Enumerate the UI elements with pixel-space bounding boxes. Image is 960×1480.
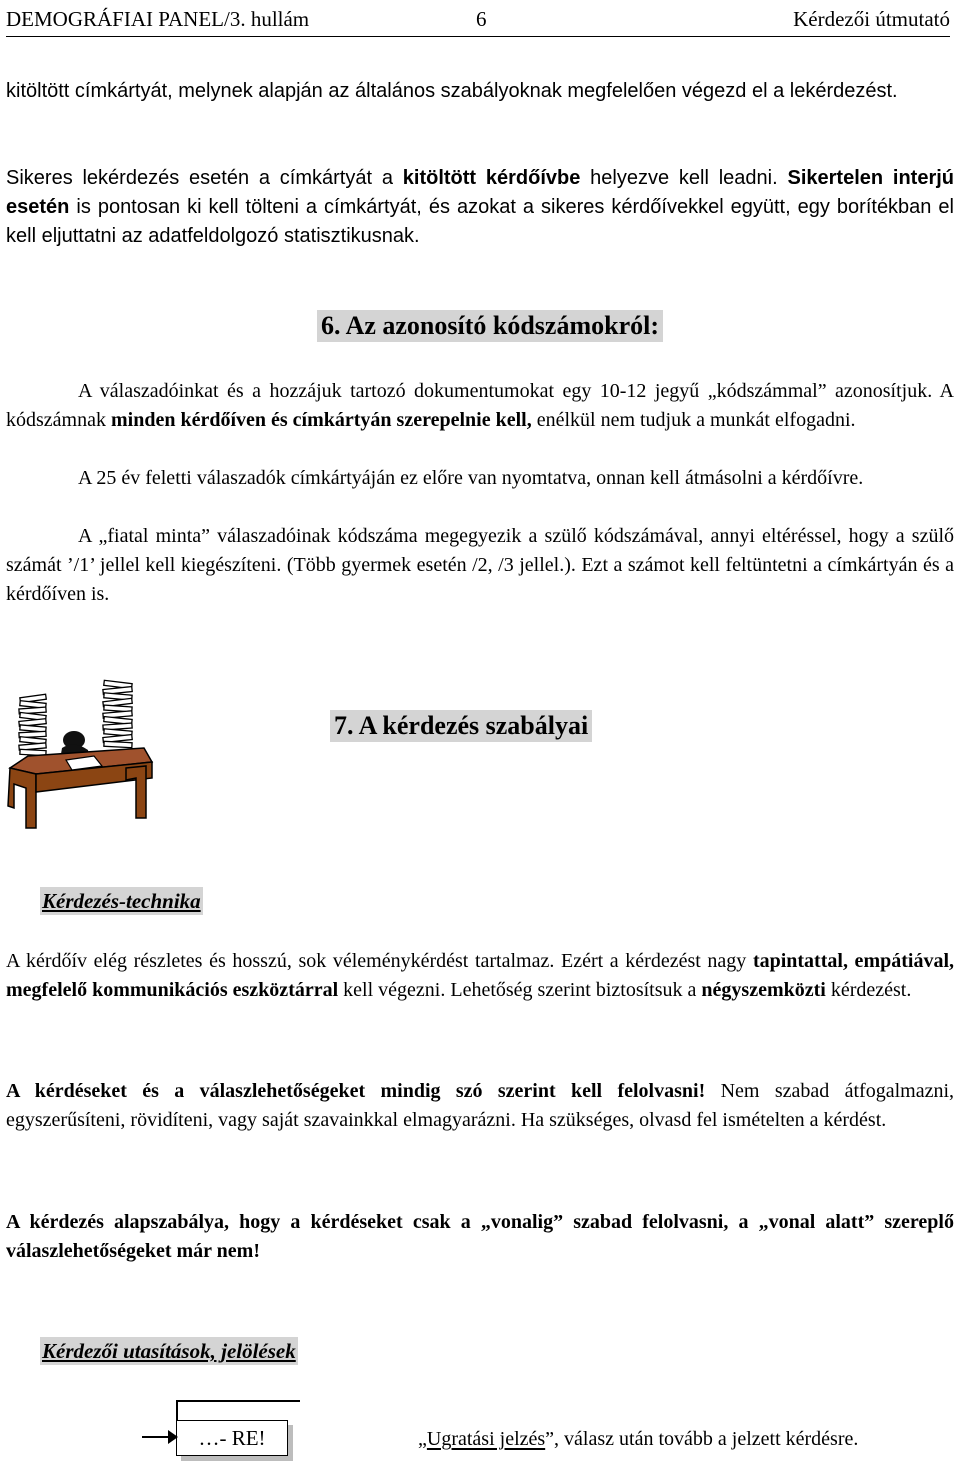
section-7-heading: 7. A kérdezés szabályai <box>330 710 592 742</box>
intro-paragraph-2: Sikeres lekérdezés esetén a címkártyát a kitöltött kérdőívbe helyezve kell leadni. Sikertelen interjú esetén is pontosan ki kell tölteni a címkártyát, és azokat a sikeres kérdőívekkel együtt, egy borítékban el kell eljuttatni az adatfeldolgozó statisztikusnak. <box>6 167 955 247</box>
skip-marker-line <box>176 1400 178 1420</box>
desk-with-paper-stacks-icon <box>6 678 156 838</box>
right-arrow-icon <box>142 1426 182 1448</box>
technique-paragraph-2: A kérdéseket és a válaszlehetőségeket mindig szó szerint kell felolvasni! Nem szabad átfogalmazni, egyszerűsíteni, rövidíteni, vagy saját szavainkkal elmagyarázni. Ha szükséges, olvasd fel ismételten a kérdést. <box>6 1080 955 1131</box>
section-6-heading: 6. Az azonosító kódszámokról: <box>0 310 960 342</box>
skip-marker <box>176 1400 296 1460</box>
header-left: DEMOGRÁFIAI PANEL/3. hullám <box>6 7 310 31</box>
skip-marker-box: …- RE! <box>176 1420 288 1456</box>
technique-paragraph-1: A kérdőív elég részletes és hosszú, sok véleménykérdést tartalmaz. Ezért a kérdezést nagy tapintattal, empátiával, megfelelő kommunikációs eszköztárral kell végezni. Lehetőség szerint biztosítsuk a négyszemközti kérdezést. <box>6 950 954 1001</box>
technique-paragraph-3: A kérdezés alapszabálya, hogy a kérdéseket csak a „vonalig” szabad felolvasni, a „vonal alatt” szereplő válaszlehetőségeket már nem! <box>6 1211 954 1262</box>
page-number: 6 <box>476 7 487 31</box>
section-6-paragraph-2: A 25 év feletti válaszadók címkártyáján ez előre van nyomtatva, onnan kell átmásolni a kérdőívre. <box>78 467 864 489</box>
intro-paragraph-1: kitöltött címkártyát, melynek alapján az általános szabályoknak megfelelően végezd el a lekérdezést. <box>6 80 898 102</box>
header-right: Kérdezői útmutató <box>793 7 950 31</box>
instructions-subheading: Kérdezői utasítások, jelölések <box>42 1339 296 1363</box>
section-6-paragraph-1: A válaszadóinkat és a hozzájuk tartozó dokumentumokat egy 10-12 jegyű „kódszámmal” azonosítjuk. A kódszámnak minden kérdőíven és címkártyán szerepelnie kell, enélkül nem tudjuk a munkát elfogadni. <box>6 380 954 431</box>
section-6-paragraph-3: A „fiatal minta” válaszadóinak kódszáma megegyezik a szülő kódszámával, annyi eltéréssel, hogy a szülő számát ’/1’ jellel kell kiegészíteni. (Több gyermek esetén /2, /3 jellel.). Ezt a számot kell feltüntetni a címkártyán és a kérdőíven is. <box>6 525 954 605</box>
skip-marker-top-line <box>176 1400 300 1402</box>
header-rule <box>6 36 950 37</box>
technique-subheading: Kérdezés-technika <box>42 889 201 913</box>
page-header <box>6 4 950 34</box>
skip-description: „Ugratási jelzés”, válasz után tovább a jelzett kérdésre. <box>418 1428 859 1450</box>
